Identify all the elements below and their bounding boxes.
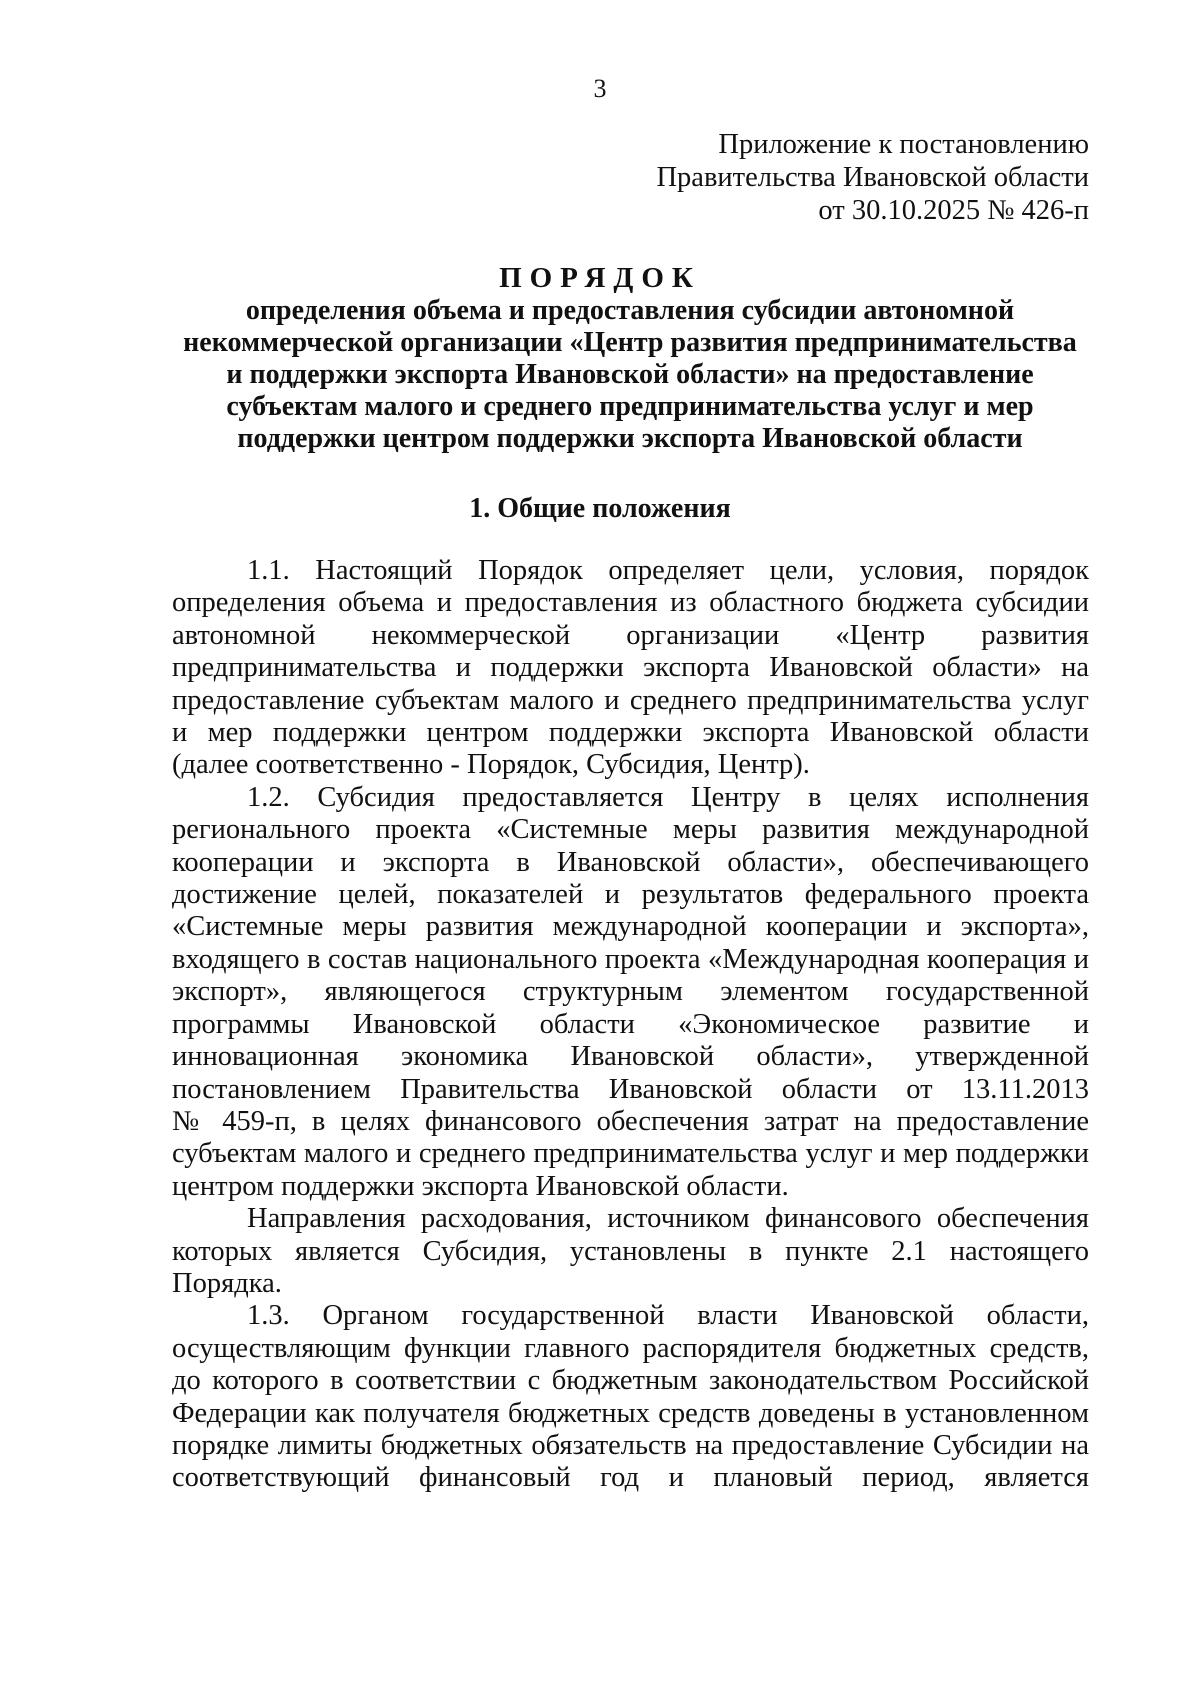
body-line: Порядка. [172, 1267, 282, 1299]
body-line: экспорт», являющегося структурным элементом государственной [172, 976, 1089, 1008]
subtitle-line: определения объема и предоставления субсидии автономной [245, 295, 1015, 326]
body-line: и мер поддержки центром поддержки экспорта Ивановской области [172, 717, 1089, 749]
body-line: входящего в состав национального проекта «Международная кооперация и [172, 943, 1089, 975]
appendix-line: Приложение к постановлению [718, 129, 1089, 160]
body-line: достижение целей, показателей и результатов федерального проекта [172, 879, 1089, 911]
body-line: 1.3. Органом государственной власти Ивановской области, [247, 1300, 1089, 1332]
page-number: 3 [593, 74, 607, 103]
body-line: предоставление субъектам малого и среднего предпринимательства услуг [172, 684, 1089, 716]
body-line: центром поддержки экспорта Ивановской области. [172, 1170, 789, 1202]
body-line: до которого в соответствии с бюджетным законодательством Российской [172, 1365, 1089, 1397]
body-line: 1.2. Субсидия предоставляется Центру в целях исполнения [247, 781, 1089, 813]
body-line: постановлением Правительства Ивановской области от 13.11.2013 [172, 1073, 1089, 1105]
body-line: Федерации как получателя бюджетных средств доведены в установленном [172, 1397, 1089, 1429]
appendix-line: от 30.10.2025 № 426-п [818, 195, 1089, 226]
document-body [172, 555, 1089, 1495]
body-line: Направления расходования, источником финансового обеспечения [247, 1203, 1089, 1235]
document-subtitle [150, 295, 1110, 455]
document-title: ПОРЯДОК [499, 262, 701, 294]
subtitle-line: некоммерческой организации «Центр развития предпринимательства [183, 327, 1077, 358]
body-line: «Системные меры развития международной кооперации и экспорта», [172, 911, 1089, 943]
body-line: программы Ивановской области «Экономическое развитие и [172, 1008, 1089, 1040]
subtitle-line: субъектам малого и среднего предпринимательства услуг и мер [226, 391, 1034, 422]
body-line: (далее соответственно - Порядок, Субсидия, Центр). [172, 749, 810, 781]
body-line: субъектам малого и среднего предпринимательства услуг и мер поддержки [172, 1138, 1089, 1170]
body-line: № 459-п, в целях финансового обеспечения затрат на предоставление [172, 1105, 1089, 1137]
appendix-reference [529, 128, 1089, 227]
body-line: осуществляющим функции главного распорядителя бюджетных средств, [172, 1332, 1089, 1364]
subtitle-line: и поддержки экспорта Ивановской области» на предоставление [226, 359, 1034, 390]
body-line: 1.1. Настоящий Порядок определяет цели, условия, порядок [247, 555, 1089, 586]
body-line: соответствующий финансовый год и плановый период, является [172, 1462, 1089, 1494]
section-heading: 1. Общие положения [469, 493, 731, 524]
body-line: регионального проекта «Системные меры развития международной [172, 814, 1089, 846]
body-line: инновационная экономика Ивановской области», утвержденной [172, 1041, 1089, 1073]
subtitle-line: поддержки центром поддержки экспорта Ивановской области [237, 423, 1023, 454]
body-line: предпринимательства и поддержки экспорта Ивановской области» на [172, 652, 1089, 684]
body-line: автономной некоммерческой организации «Центр развития [172, 619, 1089, 651]
body-line: порядке лимиты бюджетных обязательств на предоставление Субсидии на [172, 1429, 1089, 1461]
appendix-line: Правительства Ивановской области [656, 162, 1089, 193]
body-line: которых является Субсидия, установлены в пункте 2.1 настоящего [172, 1235, 1089, 1267]
body-line: определения объема и предоставления из областного бюджета субсидии [172, 587, 1089, 619]
body-line: кооперации и экспорта в Ивановской области», обеспечивающего [172, 846, 1089, 878]
